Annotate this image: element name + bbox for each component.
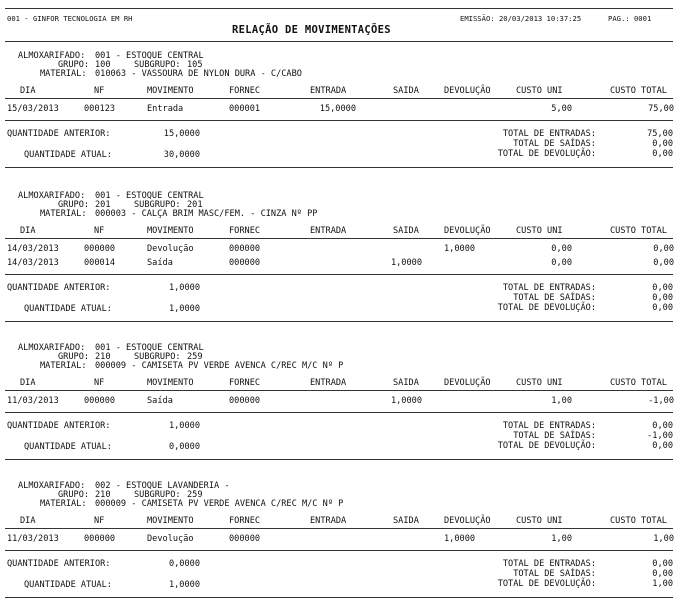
total-devolucao-value: 0,00 bbox=[652, 441, 673, 451]
qtd-atual-value: 30,0000 bbox=[163, 150, 200, 160]
cell-devolucao: 1,0000 bbox=[444, 244, 476, 254]
column-header-entrada: ENTRADA bbox=[310, 86, 347, 96]
cell-movimento: Devolução bbox=[147, 534, 194, 544]
column-header-fornec: FORNEC bbox=[229, 378, 261, 388]
column-header-movimento: MOVIMENTO bbox=[147, 378, 194, 388]
column-header-entrada: ENTRADA bbox=[310, 516, 347, 526]
qtd-anterior-value: 0,0000 bbox=[168, 559, 200, 569]
almox-label: ALMOXARIFADO: bbox=[18, 191, 86, 201]
column-header-saida: SAIDA bbox=[393, 378, 419, 388]
grupo-value: 210 bbox=[95, 352, 111, 362]
material-value: 000003 - CALÇA BRIM MASC/FEM. - CINZA Nº PP bbox=[95, 209, 318, 219]
cell-nf: 000000 bbox=[84, 396, 116, 406]
qtd-anterior-label: QUANTIDADE ANTERIOR: bbox=[7, 559, 111, 569]
subgrupo-label: SUBGRUPO: bbox=[134, 352, 181, 362]
cell-custo-total: 0,00 bbox=[653, 244, 674, 254]
cell-nf: 000000 bbox=[84, 534, 116, 544]
column-header-custo-total: CUSTO TOTAL bbox=[610, 516, 667, 526]
column-header-nf: NF bbox=[94, 226, 105, 236]
column-header-dia: DIA bbox=[20, 86, 36, 96]
column-header-dia: DIA bbox=[20, 226, 36, 236]
column-header-custo-uni: CUSTO UNI bbox=[516, 86, 563, 96]
cell-movimento: Saída bbox=[147, 396, 173, 406]
almox-label: ALMOXARIFADO: bbox=[18, 51, 86, 61]
qtd-atual-value: 1,0000 bbox=[168, 304, 200, 314]
qtd-anterior-value: 1,0000 bbox=[168, 421, 200, 431]
total-entradas-label: TOTAL DE ENTRADAS: bbox=[502, 421, 596, 431]
total-saidas-value: 0,00 bbox=[652, 569, 673, 579]
column-header-devolucao: DEVOLUÇÃO bbox=[444, 86, 491, 96]
qtd-atual-label: QUANTIDADE ATUAL: bbox=[24, 304, 112, 314]
material-value: 010063 - VASSOURA DE NYLON DURA - C/CABO bbox=[95, 69, 302, 79]
column-header-devolucao: DEVOLUÇÃO bbox=[444, 516, 491, 526]
cell-entrada: 15,0000 bbox=[319, 104, 356, 114]
cell-dia: 11/03/2013 bbox=[7, 534, 59, 544]
qtd-anterior-value: 1,0000 bbox=[168, 283, 200, 293]
column-header-nf: NF bbox=[94, 516, 105, 526]
qtd-anterior-label: QUANTIDADE ANTERIOR: bbox=[7, 129, 111, 139]
column-header-entrada: ENTRADA bbox=[310, 226, 347, 236]
column-header-devolucao: DEVOLUÇÃO bbox=[444, 378, 491, 388]
page-number: PAG.: 0001 bbox=[608, 14, 652, 23]
qtd-atual-value: 1,0000 bbox=[168, 580, 200, 590]
cell-custo-uni: 0,00 bbox=[551, 244, 572, 254]
total-entradas-value: 0,00 bbox=[652, 421, 673, 431]
cell-fornec: 000000 bbox=[229, 396, 261, 406]
total-saidas-label: TOTAL DE SAÍDAS: bbox=[513, 569, 596, 579]
column-header-movimento: MOVIMENTO bbox=[147, 226, 194, 236]
qtd-atual-value: 0,0000 bbox=[168, 442, 200, 452]
total-entradas-value: 0,00 bbox=[652, 559, 673, 569]
cell-fornec: 000001 bbox=[229, 104, 261, 114]
almox-value: 001 - ESTOQUE CENTRAL bbox=[95, 51, 204, 61]
cell-custo-uni: 1,00 bbox=[551, 396, 572, 406]
emission-datetime: EMISSÃO: 20/03/2013 10:37:25 bbox=[460, 14, 582, 23]
cell-movimento: Devolução bbox=[147, 244, 194, 254]
qtd-anterior-value: 15,0000 bbox=[163, 129, 200, 139]
qtd-anterior-label: QUANTIDADE ANTERIOR: bbox=[7, 283, 111, 293]
grupo-value: 210 bbox=[95, 490, 111, 500]
column-header-custo-uni: CUSTO UNI bbox=[516, 226, 563, 236]
subgrupo-value: 105 bbox=[187, 60, 203, 70]
column-header-dia: DIA bbox=[20, 516, 36, 526]
column-header-dia: DIA bbox=[20, 378, 36, 388]
cell-custo-uni: 1,00 bbox=[551, 534, 572, 544]
grupo-label: GRUPO: bbox=[58, 60, 90, 70]
total-entradas-label: TOTAL DE ENTRADAS: bbox=[502, 559, 596, 569]
cell-nf: 000000 bbox=[84, 244, 116, 254]
total-entradas-label: TOTAL DE ENTRADAS: bbox=[502, 129, 596, 139]
total-saidas-value: -1,00 bbox=[647, 431, 673, 441]
material-value: 000009 - CAMISETA PV VERDE AVENCA C/REC M/C Nº P bbox=[95, 499, 344, 509]
total-saidas-label: TOTAL DE SAÍDAS: bbox=[513, 293, 596, 303]
column-header-rule bbox=[5, 98, 673, 99]
almox-value: 001 - ESTOQUE CENTRAL bbox=[95, 191, 204, 201]
column-header-entrada: ENTRADA bbox=[310, 378, 347, 388]
total-devolucao-label: TOTAL DE DEVOLUÇÃO: bbox=[497, 441, 596, 451]
cell-custo-uni: 0,00 bbox=[551, 258, 572, 268]
cell-dia: 15/03/2013 bbox=[7, 104, 59, 114]
section-end-rule bbox=[5, 167, 673, 168]
section-end-rule bbox=[5, 597, 673, 598]
cell-custo-total: 1,00 bbox=[653, 534, 674, 544]
column-header-devolucao: DEVOLUÇÃO bbox=[444, 226, 491, 236]
total-saidas-label: TOTAL DE SAÍDAS: bbox=[513, 431, 596, 441]
column-header-rule bbox=[5, 528, 673, 529]
rows-end-rule bbox=[5, 274, 673, 275]
column-header-custo-uni: CUSTO UNI bbox=[516, 516, 563, 526]
cell-custo-total: -1,00 bbox=[648, 396, 674, 406]
almox-value: 001 - ESTOQUE CENTRAL bbox=[95, 343, 204, 353]
subgrupo-value: 259 bbox=[187, 490, 203, 500]
section-end-rule bbox=[5, 321, 673, 322]
cell-custo-total: 0,00 bbox=[653, 258, 674, 268]
column-header-saida: SAIDA bbox=[393, 226, 419, 236]
total-devolucao-label: TOTAL DE DEVOLUÇÃO: bbox=[497, 579, 596, 589]
cell-custo-total: 75,00 bbox=[648, 104, 674, 114]
cell-custo-uni: 5,00 bbox=[551, 104, 572, 114]
column-header-custo-total: CUSTO TOTAL bbox=[610, 86, 667, 96]
subgrupo-value: 201 bbox=[187, 200, 203, 210]
cell-saida: 1,0000 bbox=[390, 396, 422, 406]
report-title: RELAÇÃO DE MOVIMENTAÇÕES bbox=[232, 24, 391, 36]
grupo-value: 201 bbox=[95, 200, 111, 210]
material-label: MATERIAL: bbox=[40, 69, 87, 79]
total-saidas-value: 0,00 bbox=[652, 293, 673, 303]
material-value: 000009 - CAMISETA PV VERDE AVENCA C/REC M/C Nº P bbox=[95, 361, 344, 371]
column-header-rule bbox=[5, 390, 673, 391]
material-label: MATERIAL: bbox=[40, 209, 87, 219]
column-header-fornec: FORNEC bbox=[229, 516, 261, 526]
qtd-atual-label: QUANTIDADE ATUAL: bbox=[24, 442, 112, 452]
total-devolucao-value: 0,00 bbox=[652, 149, 673, 159]
cell-fornec: 000000 bbox=[229, 244, 261, 254]
cell-nf: 000014 bbox=[84, 258, 116, 268]
company-name: 001 - GINFOR TECNOLOGIA EM RH bbox=[7, 14, 133, 23]
total-saidas-value: 0,00 bbox=[652, 139, 673, 149]
rows-end-rule bbox=[5, 120, 673, 121]
qtd-atual-label: QUANTIDADE ATUAL: bbox=[24, 580, 112, 590]
subgrupo-value: 259 bbox=[187, 352, 203, 362]
grupo-label: GRUPO: bbox=[58, 200, 90, 210]
section-end-rule bbox=[5, 459, 673, 460]
almox-label: ALMOXARIFADO: bbox=[18, 481, 86, 491]
total-devolucao-label: TOTAL DE DEVOLUÇÃO: bbox=[497, 149, 596, 159]
almox-label: ALMOXARIFADO: bbox=[18, 343, 86, 353]
grupo-label: GRUPO: bbox=[58, 490, 90, 500]
header-rule bbox=[5, 41, 673, 42]
cell-fornec: 000000 bbox=[229, 258, 261, 268]
column-header-fornec: FORNEC bbox=[229, 86, 261, 96]
column-header-nf: NF bbox=[94, 378, 105, 388]
cell-fornec: 000000 bbox=[229, 534, 261, 544]
top-rule bbox=[5, 8, 673, 9]
material-label: MATERIAL: bbox=[40, 361, 87, 371]
qtd-atual-label: QUANTIDADE ATUAL: bbox=[24, 150, 112, 160]
cell-saida: 1,0000 bbox=[390, 258, 422, 268]
cell-movimento: Entrada bbox=[147, 104, 184, 114]
total-entradas-label: TOTAL DE ENTRADAS: bbox=[502, 283, 596, 293]
column-header-saida: SAIDA bbox=[393, 86, 419, 96]
cell-dia: 14/03/2013 bbox=[7, 258, 59, 268]
column-header-custo-uni: CUSTO UNI bbox=[516, 378, 563, 388]
total-entradas-value: 0,00 bbox=[652, 283, 673, 293]
total-devolucao-label: TOTAL DE DEVOLUÇÃO: bbox=[497, 303, 596, 313]
total-saidas-label: TOTAL DE SAÍDAS: bbox=[513, 139, 596, 149]
total-entradas-value: 75,00 bbox=[647, 129, 673, 139]
cell-nf: 000123 bbox=[84, 104, 116, 114]
column-header-custo-total: CUSTO TOTAL bbox=[610, 226, 667, 236]
column-header-fornec: FORNEC bbox=[229, 226, 261, 236]
grupo-label: GRUPO: bbox=[58, 352, 90, 362]
grupo-value: 100 bbox=[95, 60, 111, 70]
column-header-movimento: MOVIMENTO bbox=[147, 86, 194, 96]
cell-dia: 11/03/2013 bbox=[7, 396, 59, 406]
total-devolucao-value: 1,00 bbox=[652, 579, 673, 589]
cell-dia: 14/03/2013 bbox=[7, 244, 59, 254]
column-header-rule bbox=[5, 238, 673, 239]
subgrupo-label: SUBGRUPO: bbox=[134, 200, 181, 210]
column-header-nf: NF bbox=[94, 86, 105, 96]
rows-end-rule bbox=[5, 412, 673, 413]
material-label: MATERIAL: bbox=[40, 499, 87, 509]
subgrupo-label: SUBGRUPO: bbox=[134, 490, 181, 500]
subgrupo-label: SUBGRUPO: bbox=[134, 60, 181, 70]
column-header-saida: SAIDA bbox=[393, 516, 419, 526]
cell-devolucao: 1,0000 bbox=[444, 534, 476, 544]
qtd-anterior-label: QUANTIDADE ANTERIOR: bbox=[7, 421, 111, 431]
column-header-custo-total: CUSTO TOTAL bbox=[610, 378, 667, 388]
total-devolucao-value: 0,00 bbox=[652, 303, 673, 313]
rows-end-rule bbox=[5, 550, 673, 551]
almox-value: 002 - ESTOQUE LAVANDERIA - bbox=[95, 481, 230, 491]
column-header-movimento: MOVIMENTO bbox=[147, 516, 194, 526]
cell-movimento: Saída bbox=[147, 258, 173, 268]
